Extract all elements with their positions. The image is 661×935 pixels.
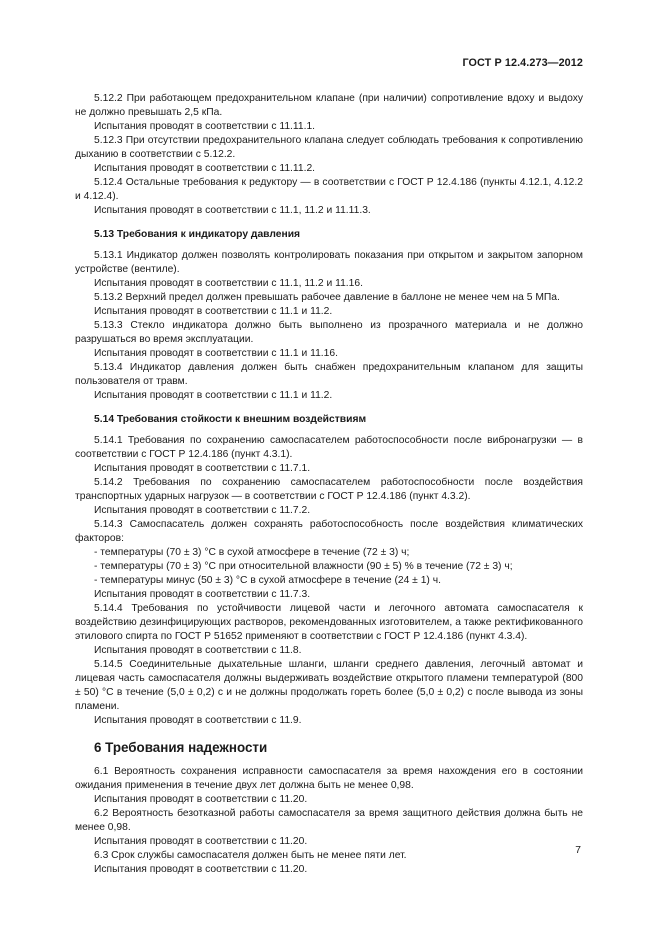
paragraph: 6.1 Вероятность сохранения исправности самоспасателя за время нахождения его в состоянии ожидания применения в течение двух лет должна быть не менее 0,98.	[75, 766, 583, 791]
paragraph: Испытания проводят в соответствии с 11.20.	[94, 836, 308, 847]
paragraph: 5.14.1 Требования по сохранению самоспасателем работоспособности после вибронагрузки — в соответствии с ГОСТ Р 12.4.186 (пункт 4.3.1).	[75, 435, 583, 460]
paragraph: 5.12.2 При работающем предохранительном клапане (при наличии) сопротивление вдоху и выдоху не должно превышать 2,5 кПа.	[75, 93, 583, 118]
paragraph: Испытания проводят в соответствии с 11.1 и 11.2.	[94, 306, 333, 317]
subsection-heading: 5.13 Требования к индикатору давления	[94, 229, 301, 240]
paragraph: Испытания проводят в соответствии с 11.20.	[94, 794, 308, 805]
paragraph: 5.14.3 Самоспасатель должен сохранять работоспособность после воздействия климатических факторов:	[75, 519, 583, 544]
paragraph: Испытания проводят в соответствии с 11.7.1.	[94, 463, 311, 474]
paragraph: Испытания проводят в соответствии с 11.1, 11.2 и 11.16.	[94, 278, 363, 289]
paragraph: 5.14.2 Требования по сохранению самоспасателем работоспособности после воздействия транспортных ударных нагрузок — в соответствии с ГОСТ Р 12.4.186 (пункт 4.3.2).	[75, 477, 583, 502]
standard-header: ГОСТ Р 12.4.273—2012	[462, 57, 583, 69]
paragraph: Испытания проводят в соответствии с 11.1 и 11.2.	[94, 390, 333, 401]
paragraph: 6.3 Срок службы самоспасателя должен быть не менее пяти лет.	[94, 850, 407, 861]
paragraph: 5.12.4 Остальные требования к редуктору — в соответствии с ГОСТ Р 12.4.186 (пункты 4.12.1, 4.12.2 и 4.12.4).	[75, 177, 583, 202]
list-item: - температуры (70 ± 3) °С при относительной влажности (90 ± 5) % в течение (72 ± 3) ч;	[94, 561, 513, 572]
subsection-heading: 5.14 Требования стойкости к внешним воздействиям	[94, 414, 367, 425]
paragraph: 5.13.4 Индикатор давления должен быть снабжен предохранительным клапаном для защиты пользователя от травм.	[75, 362, 583, 387]
paragraph: 5.14.5 Соединительные дыхательные шланги, шланги среднего давления, легочный автомат и лицевая часть самоспасателя должны выдерживать воздействие открытого пламени температурой (800 ± 50) °С в течение (5,0 ± 0,2) с и не должны продолжать гореть более (5,0 ± 0,2) с после вывода из зоны пламени.	[75, 659, 583, 712]
paragraph: 5.13.1 Индикатор должен позволять контролировать показания при открытом и закрытом запорном устройстве (вентиле).	[75, 250, 583, 275]
paragraph: 5.12.3 При отсутствии предохранительного клапана следует соблюдать требования к сопротивлению дыханию в соответствии с 5.12.2.	[75, 135, 583, 160]
paragraph: Испытания проводят в соответствии с 11.1, 11.2 и 11.11.3.	[94, 205, 371, 216]
list-item: - температуры минус (50 ± 3) °С в сухой атмосфере в течение (24 ± 1) ч.	[94, 575, 441, 586]
paragraph: Испытания проводят в соответствии с 11.1 и 11.16.	[94, 348, 338, 359]
document-body	[75, 92, 583, 877]
section-heading: 6 Требования надежности	[94, 740, 268, 755]
paragraph: 5.13.3 Стекло индикатора должно быть выполнено из прозрачного материала и не должно разрушаться во время эксплуатации.	[75, 320, 583, 345]
paragraph: 5.14.4 Требования по устойчивости лицевой части и легочного автомата самоспасателя к воздействию дезинфицирующих растворов, рекомендованных изготовителем, а также ректификованного этилового спирта по ГОСТ Р 51652 применяют в соответствии с ГОСТ Р 12.4.186 (пункт 4.3.4).	[75, 603, 583, 642]
paragraph: Испытания проводят в соответствии с 11.11.1.	[94, 121, 316, 132]
paragraph: 5.13.2 Верхний предел должен превышать рабочее давление в баллоне не менее чем на 5 МПа.	[94, 292, 560, 303]
paragraph: 6.2 Вероятность безотказной работы самоспасателя за время защитного действия должна быть не менее 0,98.	[75, 808, 583, 833]
paragraph: Испытания проводят в соответствии с 11.8.	[94, 645, 302, 656]
list-item: - температуры (70 ± 3) °С в сухой атмосфере в течение (72 ± 3) ч;	[94, 547, 410, 558]
paragraph: Испытания проводят в соответствии с 11.7.3.	[94, 589, 311, 600]
paragraph: Испытания проводят в соответствии с 11.20.	[94, 864, 308, 875]
paragraph: Испытания проводят в соответствии с 11.11.2.	[94, 163, 316, 174]
page-number: 7	[575, 845, 581, 856]
paragraph: Испытания проводят в соответствии с 11.7.2.	[94, 505, 311, 516]
paragraph: Испытания проводят в соответствии с 11.9.	[94, 715, 302, 726]
